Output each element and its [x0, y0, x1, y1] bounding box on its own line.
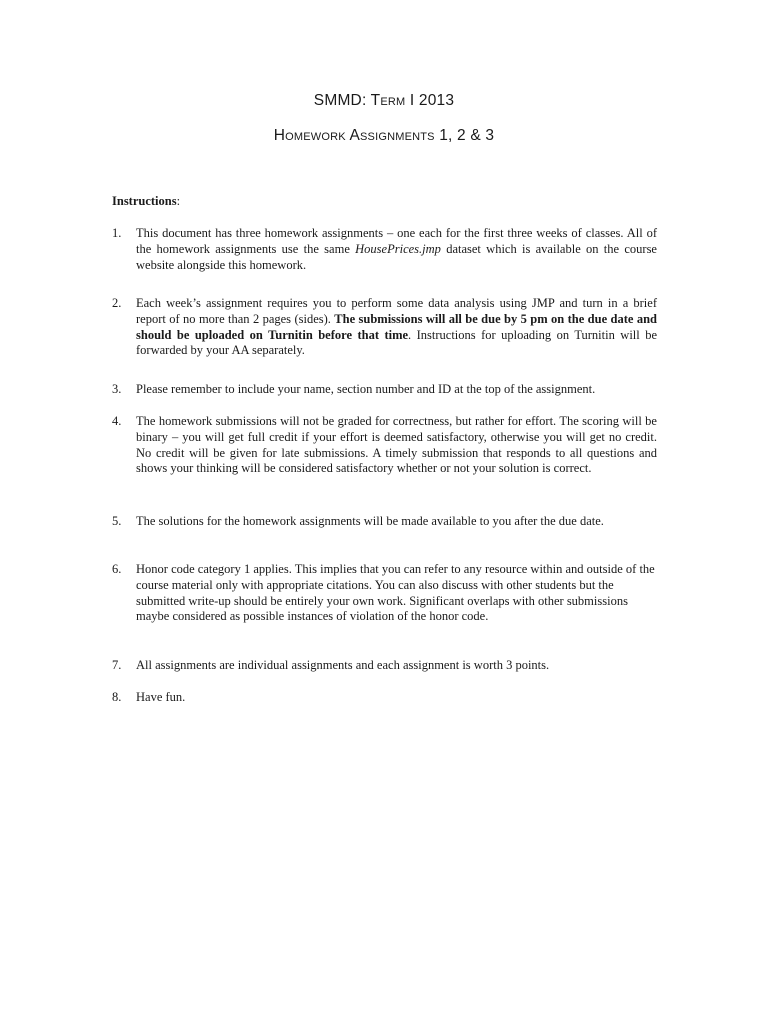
list-item-text-part: dataset which is available on the course website alongside this homework. — [136, 241, 657, 272]
list-item-text: The homework submissions will not be graded for correctness, but rather for effort. The scoring will be binary – you will get full credit if your effort is deemed satisfactory, otherwise you will get no credit. No credit will be given for late submissions. A timely submission that responds to all questions and shows your thinking will be considered satisfactory whether or not your solution is correct. — [136, 414, 657, 476]
list-item — [112, 382, 657, 398]
dataset-filename: HousePrices.jmp — [355, 241, 441, 256]
list-item — [112, 226, 657, 274]
list-item-number: 8. — [112, 690, 122, 704]
list-item — [112, 414, 657, 494]
list-item-text: All assignments are individual assignments and each assignment is worth 3 points. — [136, 658, 550, 672]
list-item-text-part: . Instructions for uploading on Turnitin will be forwarded by your AA separately. — [136, 327, 657, 358]
list-item-number: 6. — [112, 562, 122, 576]
list-item-text — [136, 226, 657, 273]
list-item — [112, 514, 657, 546]
list-item-text — [136, 296, 657, 359]
deadline-emphasis: The submissions will all be due by 5 pm on the due date and should be uploaded on Turnitin before that time — [136, 311, 657, 342]
list-item-text: The solutions for the homework assignments will be made available to you after the due date. — [136, 514, 604, 528]
list-item-number: 3. — [112, 382, 122, 396]
list-item — [112, 690, 657, 706]
list-item-text-part: Each week’s assignment requires you to perform some data analysis using JMP and turn in a brief report of no more than 2 pages (sides). — [136, 296, 657, 326]
list-item-text-part: This document has three homework assignments – one each for the first three weeks of classes. All of the homework assignments use the same — [136, 226, 657, 256]
list-item-text: Honor code category 1 applies. This implies that you can refer to any resource within and outside of the course material only with appropriate citations. You can also discuss with other students but the submitted write-up should be entirely your own work. Significant overlaps with other submissions maybe considered as possible instances of violation of the honor code. — [136, 562, 655, 624]
list-item — [112, 658, 657, 674]
list-item-text: Please remember to include your name, section number and ID at the top of the assignment. — [136, 382, 596, 396]
list-item — [112, 296, 657, 360]
list-item-number: 5. — [112, 514, 122, 528]
instructions-list — [112, 226, 657, 706]
list-item-number: 4. — [112, 414, 122, 428]
list-item-number: 2. — [112, 296, 122, 310]
list-item-number: 1. — [112, 226, 122, 240]
list-item-number: 7. — [112, 658, 122, 672]
list-item — [112, 562, 657, 642]
document-title: SMMD: Term I 2013 — [313, 92, 455, 109]
instructions-colon: : — [176, 194, 181, 208]
instructions-label: Instructions — [112, 194, 177, 208]
document-subtitle: Homework Assignments 1, 2 & 3 — [273, 127, 495, 144]
list-item-text: Have fun. — [136, 690, 186, 704]
instructions-heading — [112, 194, 180, 209]
